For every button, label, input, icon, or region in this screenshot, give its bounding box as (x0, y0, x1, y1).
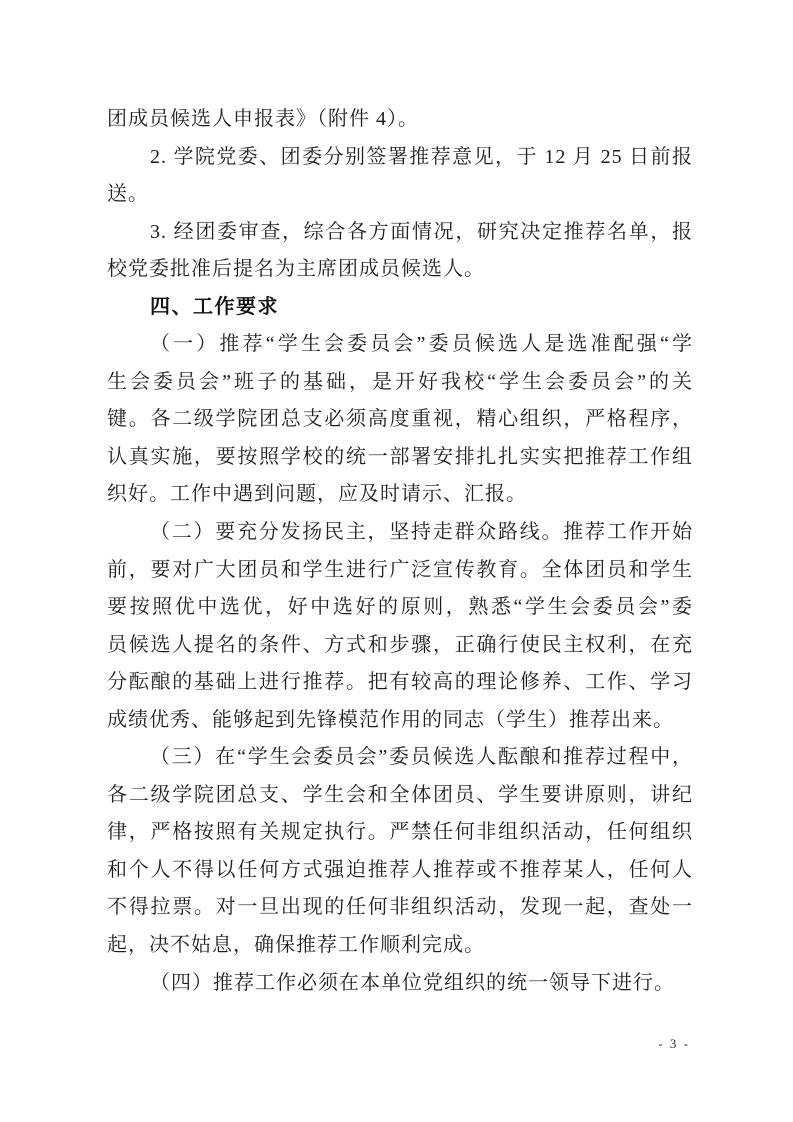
text-line: 键。各二级学院团总支必须高度重视，精心组织，严格程序， (107, 408, 693, 431)
text-line: 起，决不姑息，确保推荐工作顺利完成。 (107, 934, 485, 957)
text-line: 要按照优中选优，好中选好的原则，熟悉“学生会委员会”委 (107, 596, 693, 619)
text-line: 不得拉票。对一旦出现的任何非组织活动，发现一起，查处一 (107, 896, 693, 919)
text-line: （二）要充分发扬民主，坚持走群众路线。推荐工作开始 (150, 521, 693, 544)
text-line: 生会委员会”班子的基础，是开好我校“学生会委员会”的关 (107, 370, 693, 393)
text-line: 和个人不得以任何方式强迫推荐人推荐或不推荐某人，任何人 (107, 858, 693, 881)
text-line: （一）推荐“学生会委员会”委员候选人是选准配强“学 (150, 333, 693, 356)
text-line: 团成员候选人申报表》（附件 4）。 (107, 108, 419, 130)
text-line: （三）在“学生会委员会”委员候选人酝酿和推荐过程中， (150, 746, 693, 769)
text-line: 2. 学院党委、团委分别签署推荐意见，于 12 月 25 日前报 (150, 145, 693, 168)
text-line: 分酝酿的基础上进行推荐。把有较高的理论修养、工作、学习 (107, 671, 693, 694)
text-line: 各二级学院团总支、学生会和全体团员、学生要讲原则，讲纪 (107, 783, 693, 806)
text-line: 认真实施，要按照学校的统一部署安排扎扎实实把推荐工作组 (107, 445, 693, 468)
text-line: 3. 经团委审查，综合各方面情况，研究决定推荐名单，报 (150, 220, 693, 243)
text-line: （四）推荐工作必须在本单位党组织的统一领导下进行。 (150, 971, 675, 994)
page-number: - 3 - (658, 1036, 690, 1051)
text-line: 送。 (107, 183, 149, 206)
text-line: 校党委批准后提名为主席团成员候选人。 (107, 258, 485, 281)
text-line: 员候选人提名的条件、方式和步骤，正确行使民主权利，在充 (107, 633, 693, 656)
text-line: 前，要对广大团员和学生进行广泛宣传教育。全体团员和学生 (107, 558, 693, 581)
text-line: 律，严格按照有关规定执行。严禁任何非组织活动，任何组织 (107, 821, 693, 844)
text-line: 织好。工作中遇到问题，应及时请示、汇报。 (107, 483, 527, 506)
text-line: 成绩优秀、能够起到先锋模范作用的同志（学生）推荐出来。 (107, 708, 674, 731)
section-heading: 四、工作要求 (150, 295, 279, 318)
document-body (107, 101, 693, 1002)
